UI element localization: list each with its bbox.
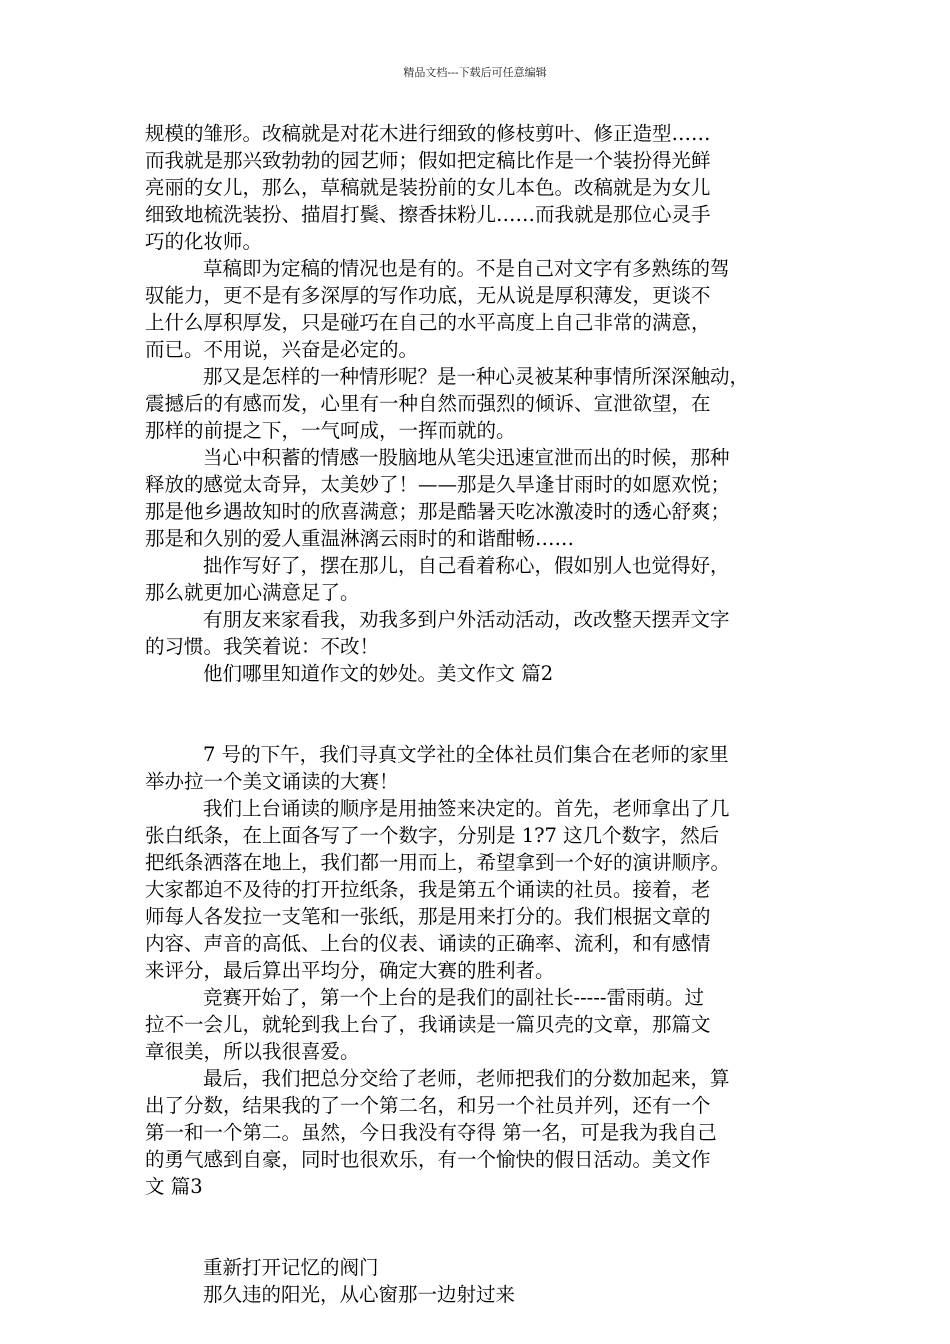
paragraph-first-line: 重新打开记忆的阀门: [203, 1256, 379, 1279]
paragraph-first-line: 草稿即为定稿的情况也是有的。不是自己对文字有多熟练的驾: [203, 257, 730, 280]
paragraph-gap: [145, 1200, 810, 1254]
text-line: 驭能力，更不是有多深厚的写作功底，无从说是厚积薄发，更谈不: [145, 284, 711, 307]
paragraph-first-line: 竞赛开始了，第一个上台的是我们的副社长-----雷雨萌。过: [203, 986, 704, 1009]
paragraph-first-line: 那久违的阳光，从心窗那一边射过来: [203, 1283, 516, 1306]
text-line: 而已。不用说，兴奋是必定的。: [145, 338, 419, 361]
paragraph-first-line: 当心中积蓄的情感一股脑地从笔尖迅速宣泄而出的时候，那种: [203, 446, 730, 469]
text-line: 的习惯。我笑着说：不改！: [145, 635, 380, 658]
paragraph-first-line: 最后，我们把总分交给了老师，老师把我们的分数加起来，算: [203, 1067, 730, 1090]
paragraph-first-line: 有朋友来家看我，劝我多到户外活动活动，改改整天摆弄文字: [203, 608, 730, 631]
text-line: 亮丽的女儿，那么，草稿就是装扮前的女儿本色。改稿就是为女儿: [145, 176, 711, 199]
paragraph-gap: [145, 687, 810, 741]
text-line: 那样的前提之下，一气呵成，一挥而就的。: [145, 419, 516, 442]
text-line: 释放的感觉太奇异，太美妙了！——那是久旱逢甘雨时的如愿欢悦；: [145, 473, 731, 496]
text-line: 举办拉一个美文诵读的大赛！: [145, 770, 399, 793]
text-line: 那是他乡遇故知时的欣喜满意；那是酷暑天吃冰激凌时的透心舒爽；: [145, 500, 731, 523]
text-line: 师每人各发拉一支笔和一张纸，那是用来打分的。我们根据文章的: [145, 905, 711, 928]
text-line: 震撼后的有感而发，心里有一种自然而强烈的倾诉、宣泄欲望，在: [145, 392, 711, 415]
text-line: 张白纸条，在上面各写了一个数字，分别是 1?7 这几个数字，然后: [145, 824, 720, 847]
document-body: [145, 120, 810, 1308]
text-line: 来评分，最后算出平均分，确定大赛的胜利者。: [145, 959, 555, 982]
paragraph-first-line: 我们上台诵读的顺序是用抽签来决定的。首先，老师拿出了几: [203, 797, 730, 820]
paragraph-first-line: 他们哪里知道作文的妙处。美文作文 篇2: [203, 662, 554, 685]
text-line: 出了分数，结果我的了一个第二名，和另一个社员并列，还有一个: [145, 1094, 711, 1117]
page-header: 精品文档---下载后可任意编辑: [403, 66, 547, 79]
text-line: 内容、声音的高低、上台的仪表、诵读的正确率、流利，和有感情: [145, 932, 711, 955]
text-line: 文 篇3: [145, 1175, 203, 1198]
paragraph-first-line: 拙作写好了，摆在那儿，自己看着称心，假如别人也觉得好，: [203, 554, 730, 577]
text-line: 的勇气感到自豪，同时也很欢乐，有一个愉快的假日活动。美文作: [145, 1148, 711, 1171]
paragraph-first-line: 7 号的下午，我们寻真文学社的全体社员们集合在老师的家里: [203, 743, 729, 766]
text-line: 而我就是那兴致勃勃的园艺师；假如把定稿比作是一个装扮得光鲜: [145, 149, 711, 172]
text-line: 把纸条洒落在地上，我们都一用而上，希望拿到一个好的演讲顺序。: [145, 851, 731, 874]
text-line: 巧的化妆师。: [145, 230, 263, 253]
text-line: 拉不一会儿，就轮到我上台了，我诵读是一篇贝壳的文章，那篇文: [145, 1013, 711, 1036]
text-line: 那么就更加心满意足了。: [145, 581, 360, 604]
text-line: 上什么厚积厚发，只是碰巧在自己的水平高度上自己非常的满意，: [145, 311, 711, 334]
paragraph-first-line: 那又是怎样的一种情形呢？是一种心灵被某种事情所深深触动，: [203, 365, 750, 388]
text-line: 那是和久别的爱人重温淋漓云雨时的和谐酣畅……: [145, 527, 575, 550]
text-line: 章很美，所以我很喜爱。: [145, 1040, 360, 1063]
text-line: 细致地梳洗装扮、描眉打鬓、擦香抹粉儿……而我就是那位心灵手: [145, 203, 711, 226]
text-line: 大家都迫不及待的打开拉纸条，我是第五个诵读的社员。接着，老: [145, 878, 711, 901]
text-line: 规模的雏形。改稿就是对花木进行细致的修枝剪叶、修正造型……: [145, 122, 711, 145]
text-line: 第一和一个第二。虽然，今日我没有夺得 第一名，可是我为我自己: [145, 1121, 717, 1144]
